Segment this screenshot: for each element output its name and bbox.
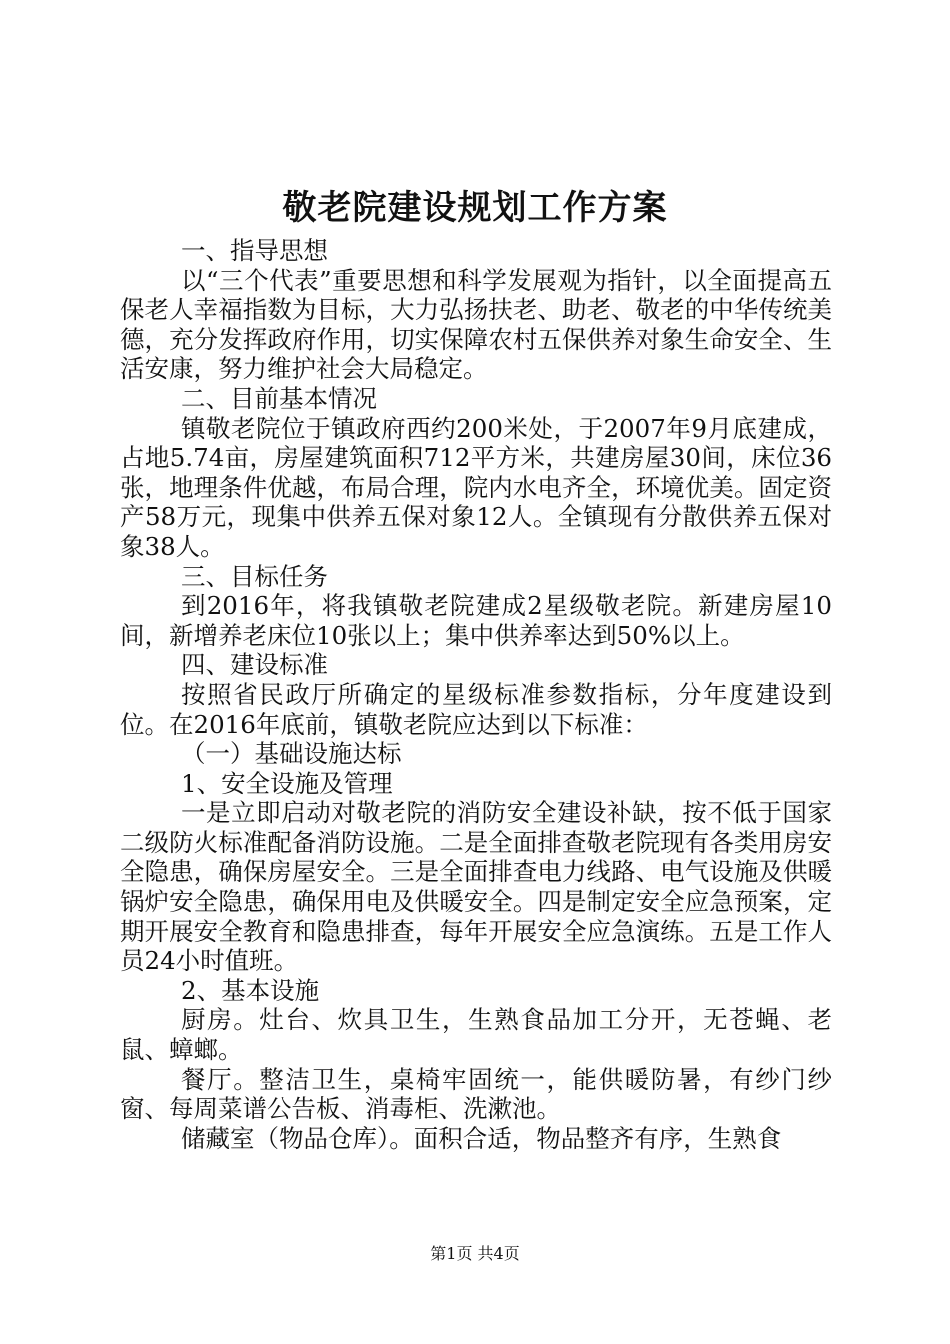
paragraph: 储藏室（物品仓库）。面积合适，物品整齐有序，生熟食 xyxy=(181,1123,782,1153)
subsection-heading: 2、基本设施 xyxy=(181,975,320,1005)
document-body xyxy=(120,236,832,1153)
paragraph: 按照省民政厅所确定的星级标准参数指标，分年度建设到位。在2016年底前，镇敬老院应达到以下标准： xyxy=(120,679,832,739)
subsection-heading: 1、安全设施及管理 xyxy=(181,768,393,798)
section-heading: 四、建设标准 xyxy=(181,650,328,680)
paragraph: 到2016年，将我镇敬老院建成2星级敬老院。新建房屋10间，新增养老床位10张以上；集中供养率达到50%以上。 xyxy=(120,591,832,650)
section-heading: 一、指导思想 xyxy=(181,236,328,265)
document-title: 敬老院建设规划工作方案 xyxy=(282,188,668,228)
paragraph: 镇敬老院位于镇政府西约200米处，于2007年9月底建成，占地5.74亩，房屋建筑面积712平方米，共建房屋30间，床位36张，地理条件优越，布局合理，院内水电齐全，环境优美。固定资产58万元，现集中供养五保对象12人。全镇现有分散供养五保对象38人。 xyxy=(120,413,832,561)
paragraph: 餐厅。整洁卫生，桌椅牢固统一，能供暖防暑，有纱门纱窗、每周菜谱公告板、消毒柜、洗漱池。 xyxy=(120,1064,832,1124)
subsection-heading: （一）基础设施达标 xyxy=(181,739,402,769)
section-heading: 三、目标任务 xyxy=(181,561,328,591)
paragraph: 以“三个代表”重要思想和科学发展观为指针，以全面提高五保老人幸福指数为目标，大力弘扬扶老、助老、敬老的中华传统美德，充分发挥政府作用，切实保障农村五保供养对象生命安全、生活安康，努力维护社会大局稳定。 xyxy=(120,265,832,384)
page-footer: 第1页 共4页 xyxy=(430,1244,520,1263)
paragraph: 一是立即启动对敬老院的消防安全建设补缺，按不低于国家二级防火标准配备消防设施。二是全面排查敬老院现有各类用房安全隐患，确保房屋安全。三是全面排查电力线路、电气设施及供暖锅炉安全隐患，确保用电及供暖安全。四是制定安全应急预案，定期开展安全教育和隐患排查，每年开展安全应急演练。五是工作人员24小时值班。 xyxy=(120,798,832,976)
paragraph: 厨房。灶台、炊具卫生，生熟食品加工分开，无苍蝇、老鼠、蟑螂。 xyxy=(120,1005,832,1065)
section-heading: 二、目前基本情况 xyxy=(181,383,377,413)
